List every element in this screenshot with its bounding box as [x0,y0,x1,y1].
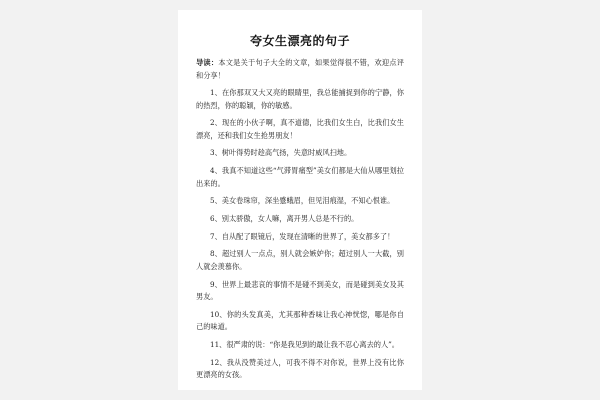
intro-text: 本文是关于句子大全的文章，如果觉得很不错，欢迎点评和分享！ [196,58,404,80]
intro-paragraph [196,57,404,82]
list-item: 10、你的头发真美，尤其那种香味让我心神恍惚，哪是你自己的味道。 [196,309,404,332]
intro-label: 导读： [196,58,219,67]
document-page [178,10,422,390]
list-item: 1、在你那双又大又亮的眼睛里，我总能捕捉到你的宁静，你的热烈，你的聪颖，你的敏感。 [196,88,404,110]
list-item: 5、美女卷珠帘，深坐蹙蛾眉，但见泪痕湿，不知心恨谁。 [210,196,395,206]
list-item: 11、很严肃的说：“你是我见到的最让我不忍心离去的人”。 [210,339,399,349]
list-item: 9、世界上最悲哀的事情不是碰不到美女，而是碰到美女及其男友。 [196,279,404,301]
document-title: 夸女生漂亮的句子 [249,34,350,48]
list-item: 4、我真不知道这些“气滞胃痛型”美女们都是大仙从哪里划拉出来的。 [196,166,404,188]
list-item: 7、自从配了眼镜后，发现在清晰的世界了，美女都多了！ [210,231,395,241]
list-item: 8、超过别人一点点，别人就会嫉妒你；超过别人一大截，别人就会羡慕你。 [196,249,404,271]
list-item: 12、我从没赞美过人，可我不得不对你说，世界上没有比你更漂亮的女孩。 [196,357,404,380]
list-item: 3、树叶得势时趁高气扬，失意时威风扫地。 [210,148,352,158]
list-item: 6、别太骄傲，女人嘛，离开男人总是不行的。 [210,213,359,223]
list-item: 2、现在的小伙子啊，真不道德，比我们女生白，比我们女生漂亮，还和我们女生抢男朋友！ [196,118,404,140]
